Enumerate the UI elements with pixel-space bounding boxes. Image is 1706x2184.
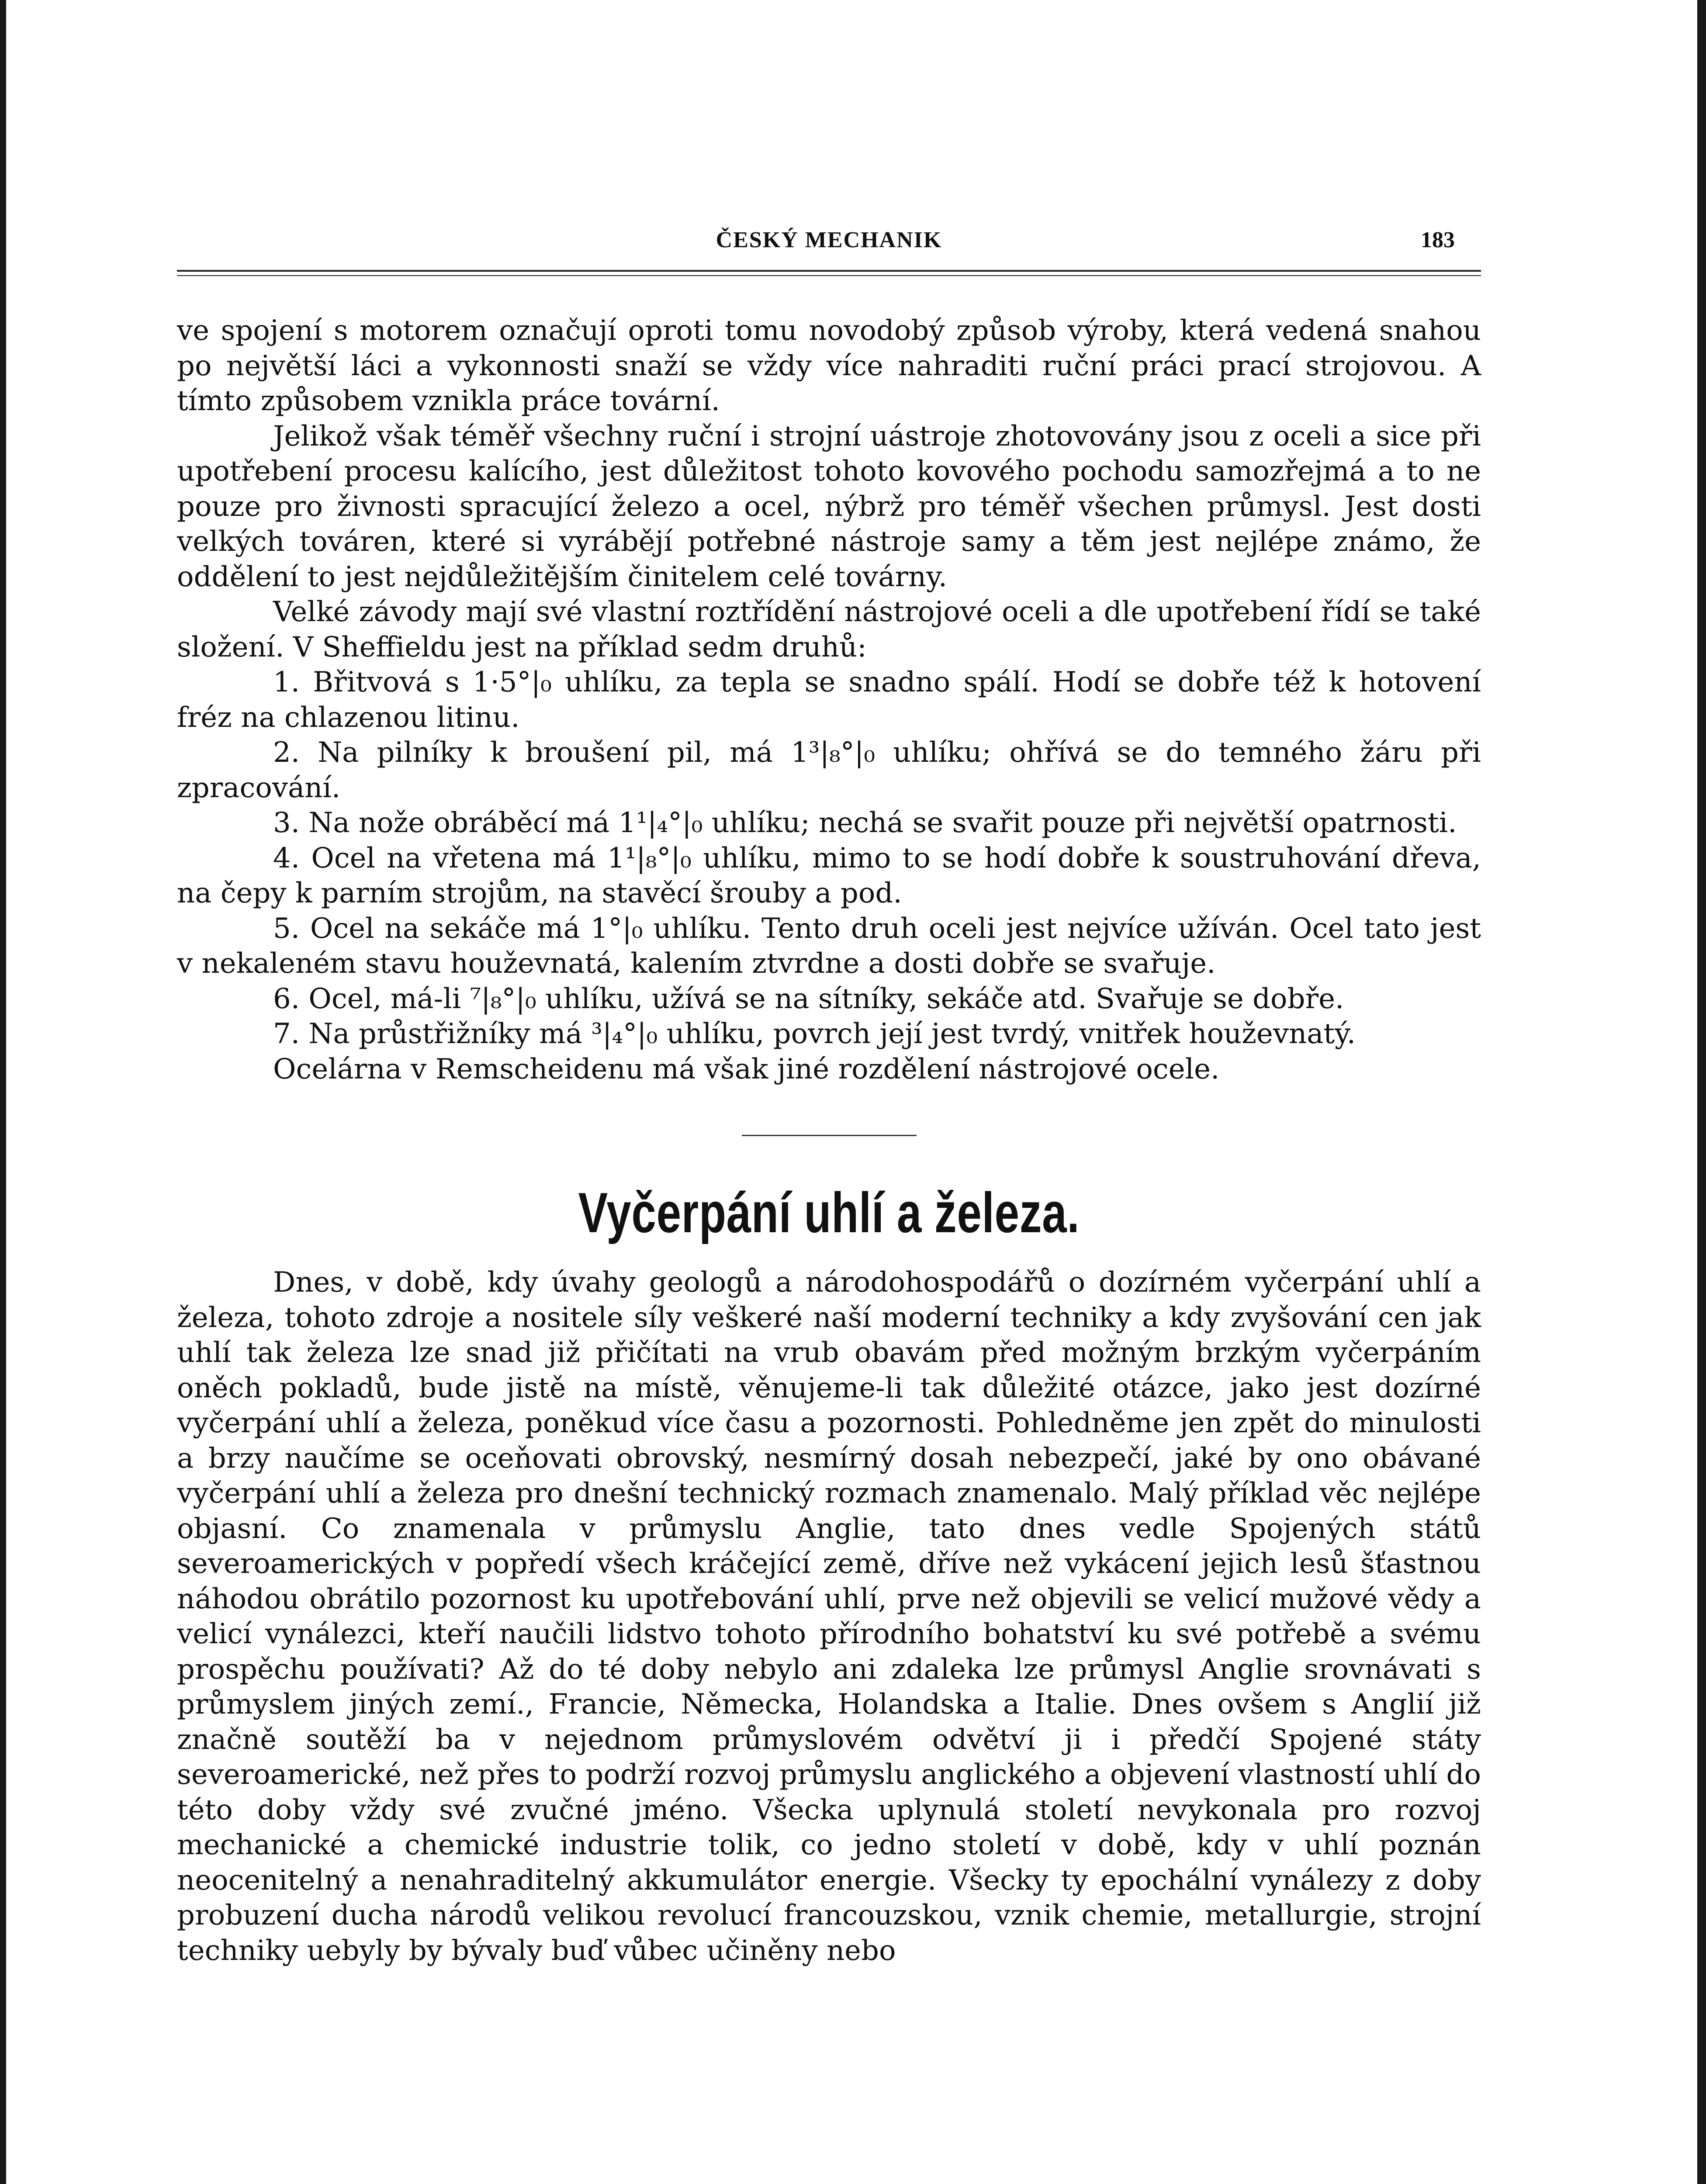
section-divider [742, 1135, 917, 1136]
paragraph: Ocelárna v Remscheidenu má však jiné rozdělení nástrojové ocele. [273, 1053, 1220, 1085]
paragraph: Dnes, v době, kdy úvahy geologů a národohospodářů o dozírném vyčerpání uhlí a železa, tohoto zdroje a nositele síly veškeré naší moderní techniky a kdy zvyšování cen jak uhlí tak železa lze snad již přičítati na vrub obavám před možným brzkým vyčerpáním oněch pokladů, bude jistě na místě, věnujeme-li tak důležité otázce, jako jest dozírné vyčerpání uhlí a železa, poněkud více času a pozornosti. Pohledněme jen zpět do minulosti a brzy naučíme se oceňovati obrovský, nesmírný dosah nebezpečí, jaké by ono obávané vyčerpání uhlí a železa pro dnešní technický rozmach znamenalo. Malý příklad věc nejlépe objasní. Co znamenala v průmyslu Anglie, tato dnes vedle Spojených států severoamerických v popředí všech kráčející země, dříve než vykácení jejich lesů šťastnou náhodou obrátilo pozornost ku upotřebování uhlí, prve než objevili se velicí mužové vědy a velicí vynálezci, kteří naučili lidstvo tohoto přírodního bohatství ku své potřebě a svému prospěchu používati? Až do té doby nebylo ani zdaleka lze průmysl Anglie srovnávati s průmyslem jiných zemí., Francie, Německa, Holandska a Italie. Dnes ovšem s Anglií již značně soutěží ba v nejednom průmyslovém odvětví ji i předčí Spojené státy severoamerické, než přes to podrží rozvoj průmyslu anglického a objevení vlastností uhlí do této doby vždy své zvučné jméno. Všecka uplynulá století nevykonala pro rozvoj mechanické a chemické industrie tolik, co jedno století v době, kdy v uhlí poznán neocenitelný a nenahraditelný akkumulátor energie. Všecky ty epochální vynálezy z doby probuzení ducha národů velikou revolucí francouzskou, vznik chemie, metallurgie, strojní techniky uebyly by bývaly buď vůbec učiněny nebo [177, 1266, 1481, 1967]
header-rule [177, 270, 1481, 272]
list-item: 3. Na nože obráběcí má 1¹|₄°|₀ uhlíku; nechá se svařit pouze při největší opatrnosti. [273, 807, 1457, 839]
article-continuation [177, 313, 1481, 1087]
list-item: 7. Na průstřižníky má ³|₄°|₀ uhlíku, povrch její jest tvrdý, vnitřek houževnatý. [273, 1018, 1356, 1050]
article-heading: Vyčerpání uhlí a železa. [578, 1181, 1080, 1244]
list-item: 4. Ocel na vřetena má 1¹|₈°|₀ uhlíku, mimo to se hodí dobře k soustruhování dřeva, na čepy k parním strojům, na stavěcí šrouby a pod. [177, 842, 1481, 909]
article-body [177, 1265, 1481, 1968]
running-header [177, 227, 1481, 266]
list-item: 5. Ocel na sekáče má 1°|₀ uhlíku. Tento druh oceli jest nejvíce užíván. Ocel tato jest v nekaleném stavu houževnatá, kalením ztvrdne a dosti dobře se svařuje. [177, 912, 1481, 980]
paragraph: Velké závody mají své vlastní roztřídění nástrojové oceli a dle upotřebení řídí se také složení. V Sheffieldu jest na příklad sedm druhů: [177, 596, 1481, 663]
list-item: 2. Na pilníky k broušení pil, má 1³|₈°|₀ uhlíku; ohřívá se do temného žáru při zpracování. [177, 736, 1481, 804]
header-rule-thin [177, 275, 1481, 276]
page [177, 227, 1481, 1968]
page-number: 183 [1421, 228, 1455, 252]
paragraph: Jelikož však téměř všechny ruční i strojní uástroje zhotovovány jsou z oceli a sice při upotřebení procesu kalícího, jest důležitost tohoto kovového pochodu samozřejmá a to ne pouze pro živnosti spracující železo a ocel, nýbrž pro téměř všechen průmysl. Jest dosti velkých továren, které si vyrábějí potřebné nástroje samy a těm jest nejlépe známo, že oddělení to jest nejdůležitějším činitelem celé továrny. [177, 420, 1481, 593]
scan-edge-right [1697, 0, 1706, 2184]
list-item: 1. Břitvová s 1·5°|₀ uhlíku, za tepla se snadno spálí. Hodí se dobře též k hotovení fréz na chlazenou litinu. [177, 666, 1481, 734]
journal-title: ČESKÝ MECHANIK [716, 228, 942, 252]
paragraph: ve spojení s motorem označují oproti tomu novodobý způsob výroby, která vedená snahou po největší láci a vykonnosti snaží se vždy více nahraditi ruční práci prací strojovou. A tímto způsobem vznikla práce tovární. [177, 314, 1481, 417]
list-item: 6. Ocel, má-li ⁷|₈°|₀ uhlíku, užívá se na sítníky, sekáče atd. Svařuje se dobře. [273, 982, 1344, 1015]
scan-edge-left [0, 0, 6, 2184]
